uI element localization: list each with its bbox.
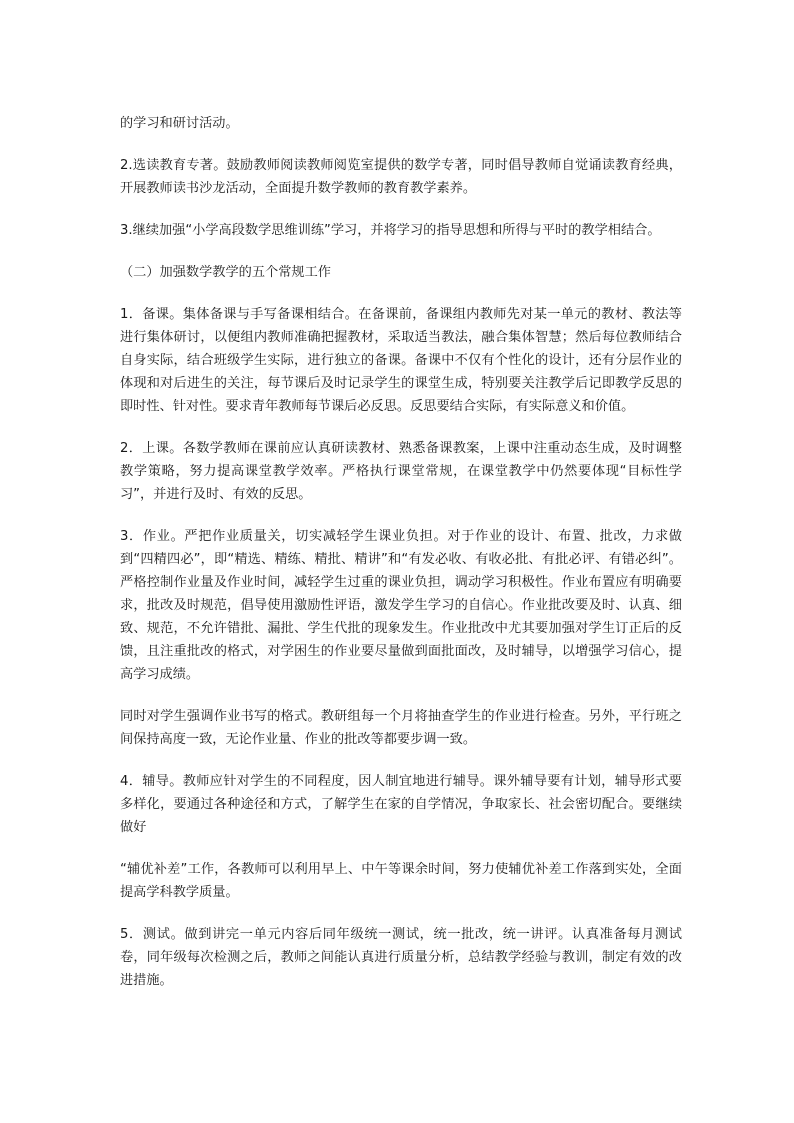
- paragraph-homework: 3．作业。严把作业质量关，切实减轻学生课业负担。对于作业的设计、布置、批改，力求做到“四精四必”，即“精选、精练、精批、精讲”和“有发必收、有收必批、有批必评、有错必纠”。严格控制作业量及作业时间，减轻学生过重的课业负担，调动学习积极性。作业布置应有明确要求，批改及时规范，倡导使用激励性评语，激发学生学习的自信心。作业批改要及时、认真、细致、规范，不允许错批、漏批、学生代批的现象发生。作业批改中尤其要加强对学生订正后的反馈，且注重批改的格式，对学困生的作业要尽量做到面批面改，及时辅导，以增强学习信心，提高学习成绩。: [120, 529, 682, 682]
- paragraph-tutoring-continued: “辅优补差”工作，各教师可以利用早上、中午等课余时间，努力使辅优补差工作落到实处，全面提高学科教学质量。: [120, 862, 682, 900]
- document-page: [120, 112, 682, 1011]
- paragraph-thinking-training: 3.继续加强“小学高段数学思维训练”学习，并将学习的指导思想和所得与平时的教学相结合。: [120, 223, 661, 238]
- paragraph-tutoring: 4．辅导。教师应针对学生的不同程度，因人制宜地进行辅导。课外辅导要有计划，辅导形式要多样化，要通过各种途径和方式，了解学生在家的自学情况，争取家长、社会密切配合。要继续做好: [120, 774, 682, 835]
- paragraph-continuation: 的学习和研讨活动。: [120, 116, 239, 131]
- paragraph-teaching: 2．上课。各数学教师在课前应认真研读教材、熟悉备课教案，上课中注重动态生成，及时调整教学策略，努力提高课堂教学效率。严格执行课堂常规，在课堂教学中仍然要体现“目标性学习”，并进行及时、有效的反思。: [120, 441, 682, 502]
- paragraph-homework-format: 同时对学生强调作业书写的格式。教研组每一个月将抽查学生的作业进行检查。另外，平行班之间保持高度一致，无论作业量、作业的批改等都要步调一致。: [120, 709, 682, 747]
- paragraph-lesson-prep: 1．备课。集体备课与手写备课相结合。在备课前，备课组内教师先对某一单元的教材、教法等进行集体研讨，以便组内教师准确把握教材，采取适当教法，融合集体智慧；然后每位教师结合自身实际，结合班级学生实际，进行独立的备课。备课中不仅有个性化的设计，还有分层作业的体现和对后进生的关注，每节课后及时记录学生的课堂生成，特别要关注教学后记即教学反思的即时性、针对性。要求青年教师每节课后必反思。反思要结合实际，有实际意义和价值。: [120, 307, 682, 414]
- section-heading: （二）加强数学教学的五个常规工作: [120, 265, 331, 280]
- paragraph-testing: 5．测试。做到讲完一单元内容后同年级统一测试，统一批改，统一讲评。认真准备每月测试卷，同年级每次检测之后，教师之间能认真进行质量分析，总结教学经验与教训，制定有效的改进措施。: [120, 927, 682, 988]
- paragraph-reading-books: 2.选读教育专著。鼓励教师阅读教师阅览室提供的数学专著，同时倡导教师自觉诵读教育经典，开展教师读书沙龙活动，全面提升数学教师的教育教学素养。: [120, 158, 682, 196]
